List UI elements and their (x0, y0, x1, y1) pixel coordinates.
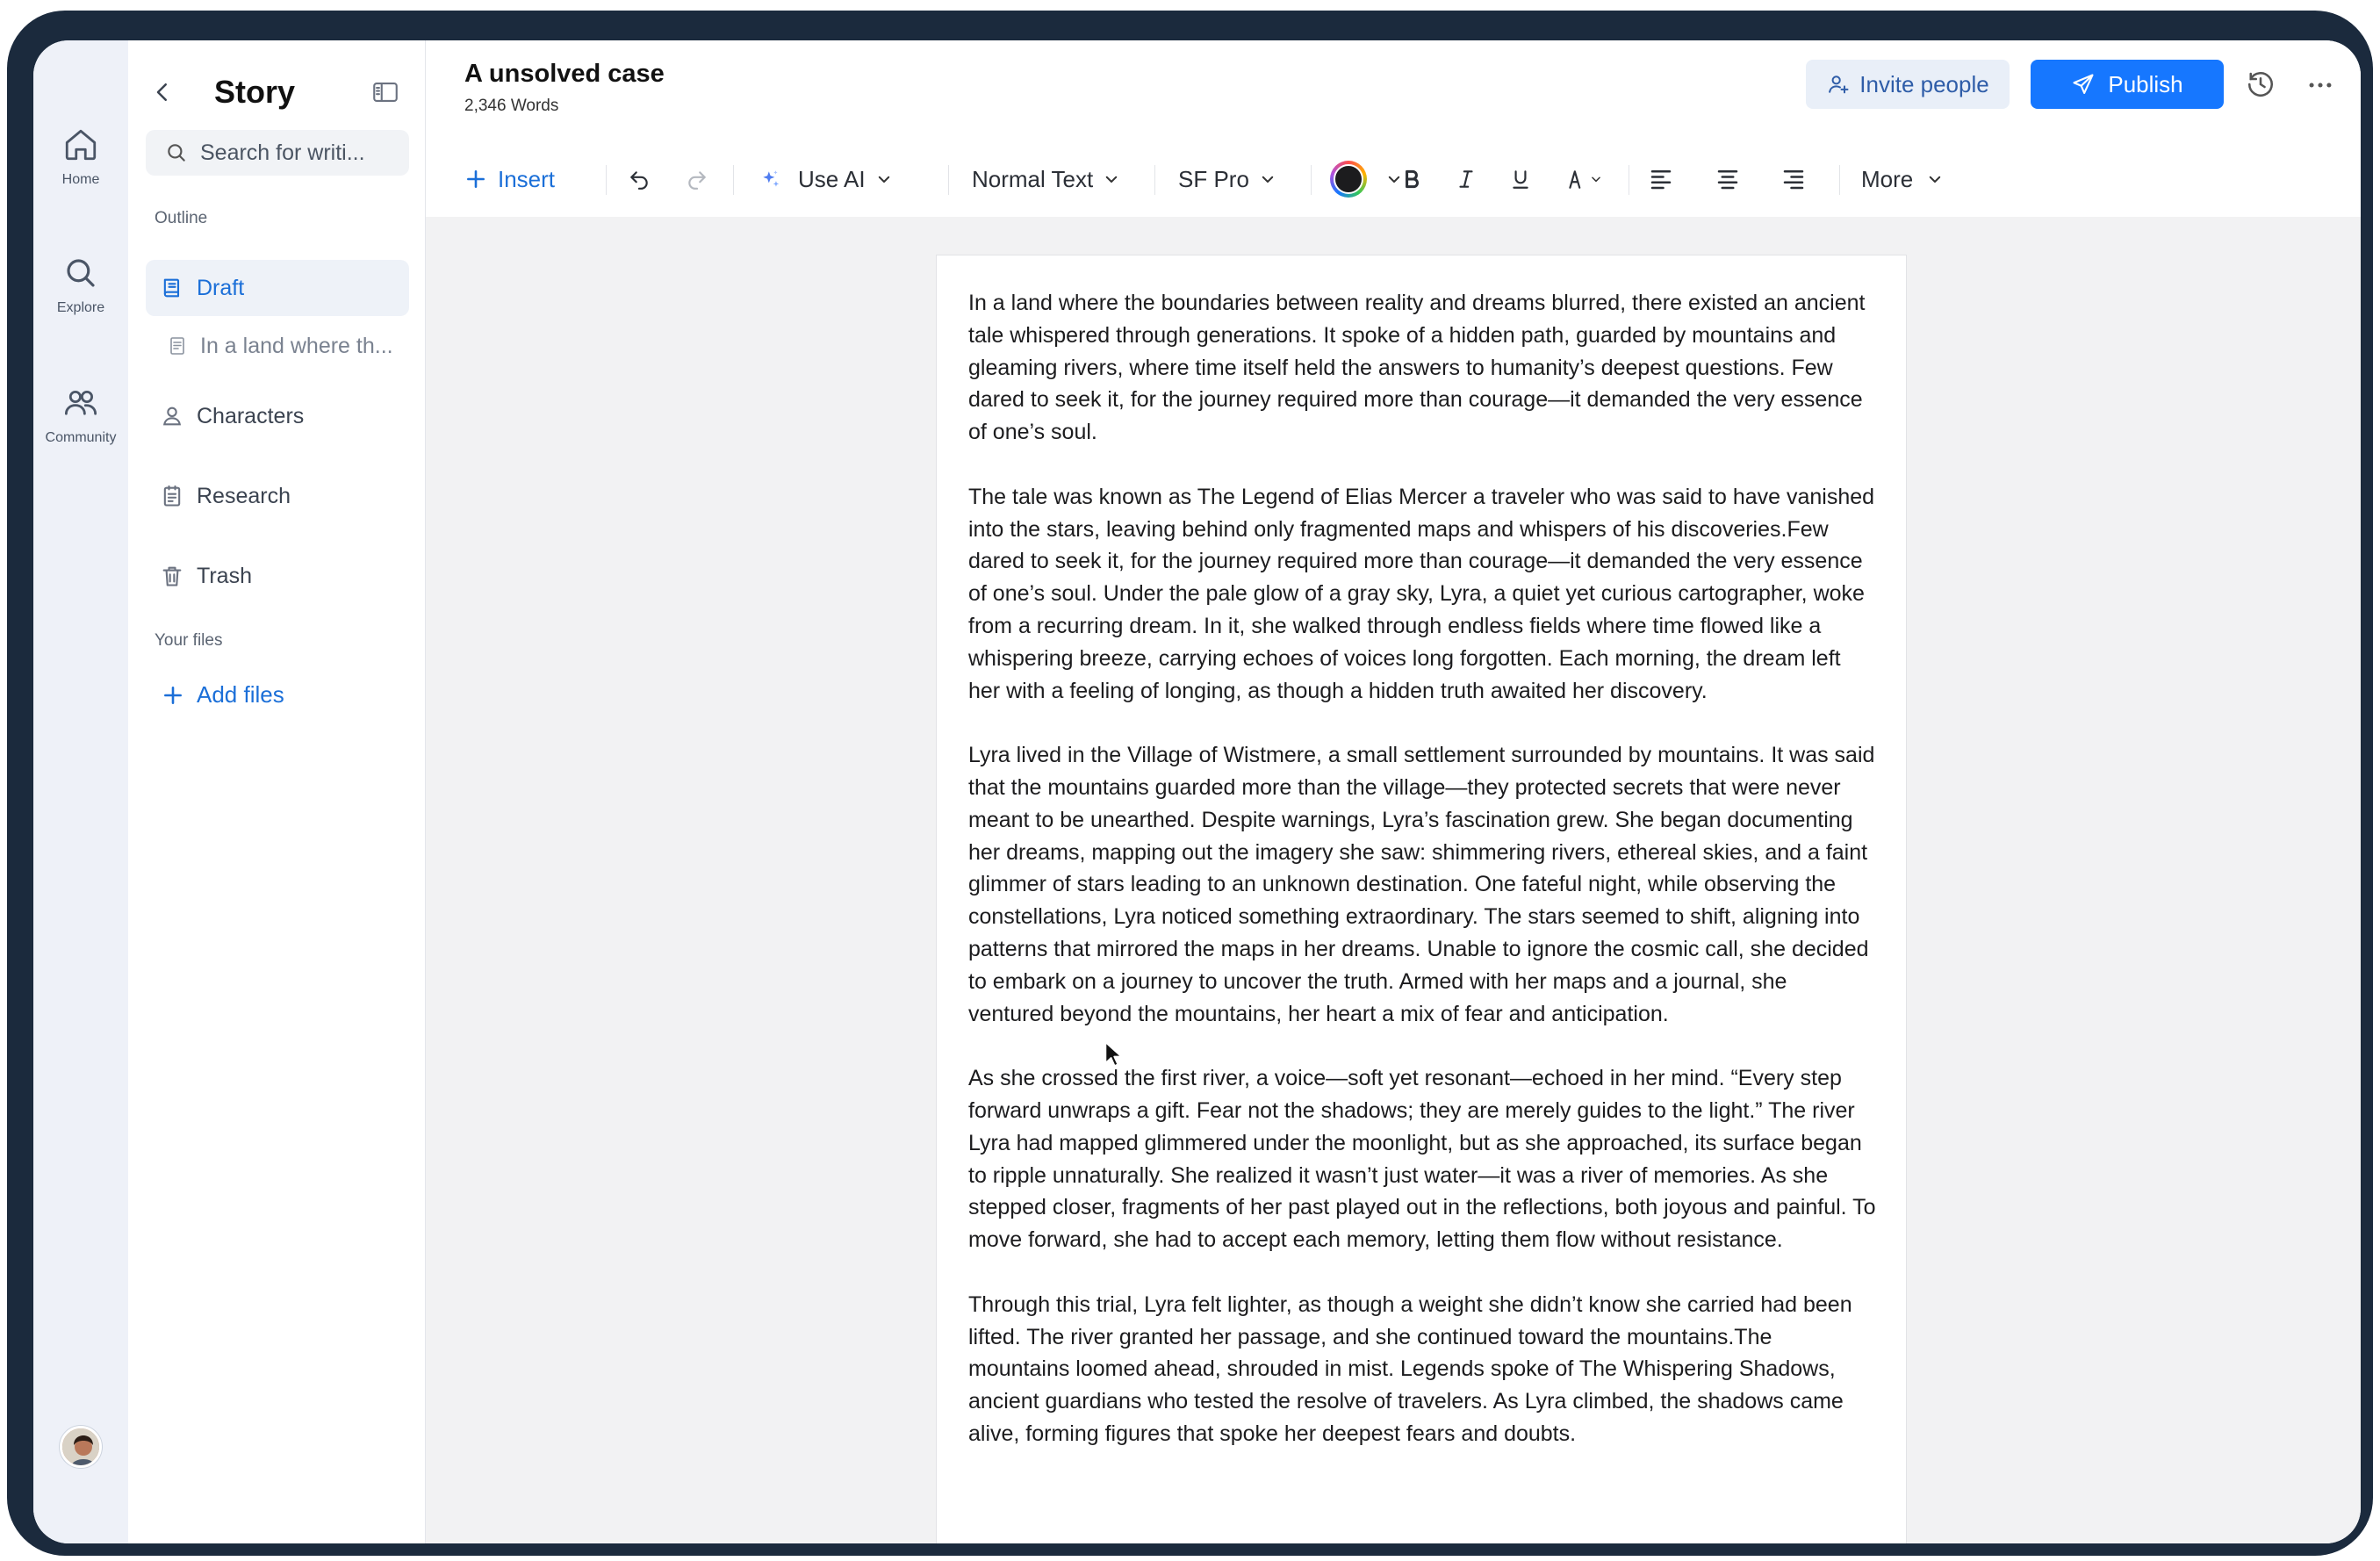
publish-label: Publish (2108, 70, 2183, 97)
sidebar-item-trash[interactable] (146, 548, 409, 604)
toolbar-divider (948, 165, 949, 195)
editor-area (426, 40, 2361, 1543)
sidebar-toggle-icon[interactable] (370, 77, 400, 107)
more-label: More (1861, 165, 1914, 192)
chevron-down-icon (876, 171, 892, 187)
notes-icon (160, 484, 184, 508)
invite-people-button[interactable] (1806, 60, 2010, 109)
plus-icon (464, 168, 487, 191)
sidebar-item-draft[interactable] (146, 260, 409, 316)
text-color-picker[interactable] (1330, 153, 1402, 205)
toolbar-divider (606, 165, 607, 195)
trash-icon (160, 564, 184, 588)
sidebar-item-label: Draft (197, 275, 245, 300)
rail-item-community[interactable] (33, 385, 128, 446)
your-files-label: Your files (155, 631, 223, 650)
sidebar-title: Story (214, 74, 296, 110)
paragraph[interactable]: Lyra lived in the Village of Wistmere, a small settlement surrounded by mountains. It was said that the mountains guarded more than the village—they protected secrets that were never meant to be unearthed. Despite warnings, Lyra’s fascination grew. She began documenting her dreams, mapping out the imagery she saw: shimmering rivers, ethereal skies, and a faint glimmer of stars leading to an unknown destination. One fateful night, while observing the constellations, Lyra noticed something extraordinary. The stars seemed to shift, aligning into patterns that mirrored the maps in her dreams. Unable to ignore the cosmic call, she decided to embark on a journey to uncover the truth. Armed with her maps and a journal, she ventured beyond the mountains, her heart a mix of fear and anticipation. (968, 743, 1875, 1026)
search-input[interactable] (200, 140, 393, 166)
document-title[interactable]: A unsolved case (464, 60, 665, 88)
add-person-icon (1826, 72, 1851, 97)
add-files-label: Add files (197, 681, 284, 708)
sidebar (128, 40, 426, 1543)
avatar[interactable] (60, 1426, 102, 1468)
sidebar-subitem-chapter[interactable] (167, 324, 393, 368)
underline-button[interactable] (1509, 153, 1532, 205)
paragraph[interactable]: In a land where the boundaries between reality and dreams blurred, there existed an ancient tale whispered through generations. It spoke of a hidden path, guarded by mountains and gleaming rivers, where time itself held the answers to humanity’s deepest questions. Few dared to seek it, for the journey required more than courage—it demanded the very essence of one’s soul. (968, 291, 1866, 445)
chevron-down-icon (1260, 171, 1276, 187)
sidebar-item-label: Characters (197, 403, 305, 428)
align-right-icon (1780, 166, 1807, 192)
community-icon (62, 385, 99, 421)
bold-button[interactable] (1400, 153, 1423, 205)
text-style-value: Normal Text (972, 165, 1094, 192)
home-icon (62, 126, 99, 163)
sidebar-item-research[interactable] (146, 468, 409, 524)
redo-button[interactable] (686, 153, 708, 205)
paragraph[interactable]: Through this trial, Lyra felt lighter, as though a weight she didn’t know she carried had been lifted. The river granted her passage, and she continued toward the mountains.The mountains loomed ahead, shrouded in mist. Legends spoke of The Whispering Shadows, ancient guardians who tested the resolve of travelers. As Lyra climbed, the shadows came alive, forming figures that spoke her deepest fears and doubts. (968, 1291, 1852, 1446)
send-icon (2071, 72, 2096, 97)
toolbar-divider (1839, 165, 1840, 195)
align-left-button[interactable] (1648, 153, 1674, 205)
use-ai-dropdown[interactable] (759, 153, 892, 205)
word-count: 2,346 Words (464, 97, 559, 115)
sidebar-item-characters[interactable] (146, 388, 409, 444)
sidebar-item-label: Research (197, 483, 291, 508)
color-swatch (1330, 161, 1367, 198)
paragraph[interactable]: The tale was known as The Legend of Elias Mercer a traveler who was said to have vanished into the stars, leaving behind only fragmented maps and whispers of his discoveries.Few dared to seek it, for the journey required more than courage—it demanded the very essence of one’s soul. Under the pale glow of a gray sky, Lyra, a quiet yet curious cartographer, woke from a recurring dream. In it, she walked through endless fields where time flowed like a whispering breeze, carrying echoes of voices long forgotten. Each morning, the dream left her with a feeling of longing, as though a hidden truth awaited her discovery. (968, 484, 1875, 703)
device-frame (7, 11, 2373, 1556)
insert-button[interactable] (464, 153, 555, 205)
search-box[interactable] (146, 130, 409, 176)
sidebar-subitem-label: In a land where th... (200, 333, 393, 358)
chevron-down-icon (1104, 171, 1119, 187)
sparkle-icon (759, 168, 782, 191)
app-screen (33, 40, 2361, 1543)
sidebar-item-label: Trash (197, 563, 252, 588)
text-size-icon (1565, 168, 1588, 191)
avatar-image (62, 1428, 102, 1468)
font-size-dropdown[interactable] (1565, 153, 1602, 205)
chevron-left-icon[interactable] (149, 79, 176, 105)
rail-item-label: Community (45, 430, 117, 445)
chevron-down-icon (1927, 171, 1943, 187)
rail-item-label: Home (61, 172, 100, 187)
editor-header (426, 40, 2361, 217)
use-ai-label: Use AI (798, 165, 866, 192)
add-files-button[interactable] (162, 681, 284, 709)
publish-button[interactable] (2031, 60, 2224, 109)
document-icon (167, 334, 188, 358)
chevron-down-icon (1590, 171, 1602, 187)
redo-icon (686, 168, 708, 191)
app-rail (33, 40, 128, 1543)
book-icon (160, 276, 184, 300)
align-center-icon (1715, 166, 1741, 192)
insert-label: Insert (498, 165, 556, 192)
italic-icon (1455, 168, 1478, 191)
toolbar-divider (1311, 165, 1312, 195)
font-value: SF Pro (1178, 165, 1249, 192)
align-center-button[interactable] (1715, 153, 1741, 205)
undo-button[interactable] (628, 153, 651, 205)
rail-item-explore[interactable] (33, 255, 128, 316)
plus-icon (162, 684, 184, 707)
toolbar-divider (1154, 165, 1155, 195)
more-options-icon[interactable] (2303, 70, 2338, 100)
text-style-dropdown[interactable] (972, 153, 1119, 205)
underline-icon (1509, 168, 1532, 191)
undo-icon (628, 168, 651, 191)
toolbar-divider (733, 165, 734, 195)
search-icon (165, 141, 188, 164)
history-icon[interactable] (2245, 68, 2276, 100)
bold-icon (1400, 168, 1423, 191)
font-dropdown[interactable] (1178, 153, 1276, 205)
rail-item-label: Explore (56, 300, 105, 315)
search-icon (62, 255, 99, 291)
outline-label: Outline (155, 209, 208, 227)
mouse-pointer-icon (1104, 1041, 1124, 1068)
document-body[interactable] (968, 287, 1878, 1482)
formatting-toolbar (426, 153, 2361, 205)
more-dropdown[interactable] (1861, 153, 1943, 205)
italic-button[interactable] (1455, 153, 1478, 205)
align-right-button[interactable] (1780, 153, 1807, 205)
rail-item-home[interactable] (33, 126, 128, 188)
invite-people-label: Invite people (1859, 70, 1989, 97)
sidebar-header (128, 67, 426, 119)
document-page[interactable] (936, 255, 1907, 1543)
person-icon (160, 404, 184, 428)
align-left-icon (1648, 166, 1674, 192)
paragraph[interactable]: As she crossed the first river, a voice—soft yet resonant—echoed in her mind. “Every step forward unwraps a gift. Fear not the shadows; they are merely guides to the light.” The river Lyra had mapped glimmered under the moonlight, but as she approached, its surface began to ripple unnaturally. She realized it wasn’t just water—it was a river of memories. As she stepped closer, fragments of her past played out in the reflections, both joyous and painful. To move forward, she had to accept each memory, letting them flow without resistance. (968, 1066, 1876, 1253)
